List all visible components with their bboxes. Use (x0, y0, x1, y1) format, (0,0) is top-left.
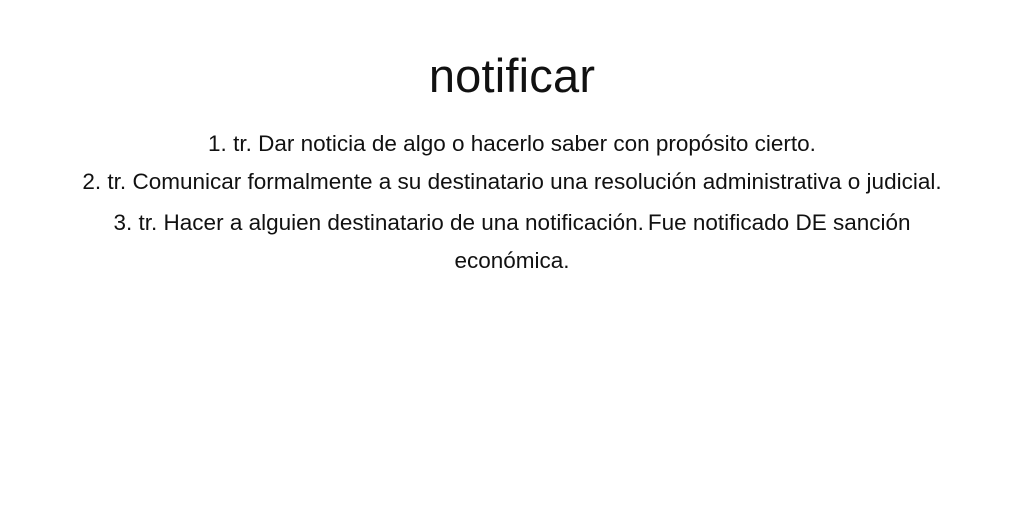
definition-category: tr. (107, 169, 127, 194)
definition-number: 1. (208, 131, 227, 156)
definition-item (60, 204, 964, 280)
definition-list (60, 128, 964, 280)
definition-text: Comunicar formalmente a su destinatario una resolución administrativa o judicial. (132, 169, 942, 194)
definition-number: 3. (113, 210, 133, 235)
entry-headword: notificar (428, 49, 596, 102)
definition-item (60, 166, 964, 198)
definition-text: Dar noticia de algo o hacerlo saber con propósito cierto. (258, 131, 816, 156)
definition-category: tr. (233, 131, 252, 156)
definition-category: tr. (138, 210, 158, 235)
definition-text: Hacer a alguien destinatario de una notificación. (163, 210, 644, 235)
definition-item (60, 128, 964, 160)
definition-number: 2. (82, 169, 102, 194)
definition-example: Fue notificado DE sanción económica. (454, 210, 911, 273)
